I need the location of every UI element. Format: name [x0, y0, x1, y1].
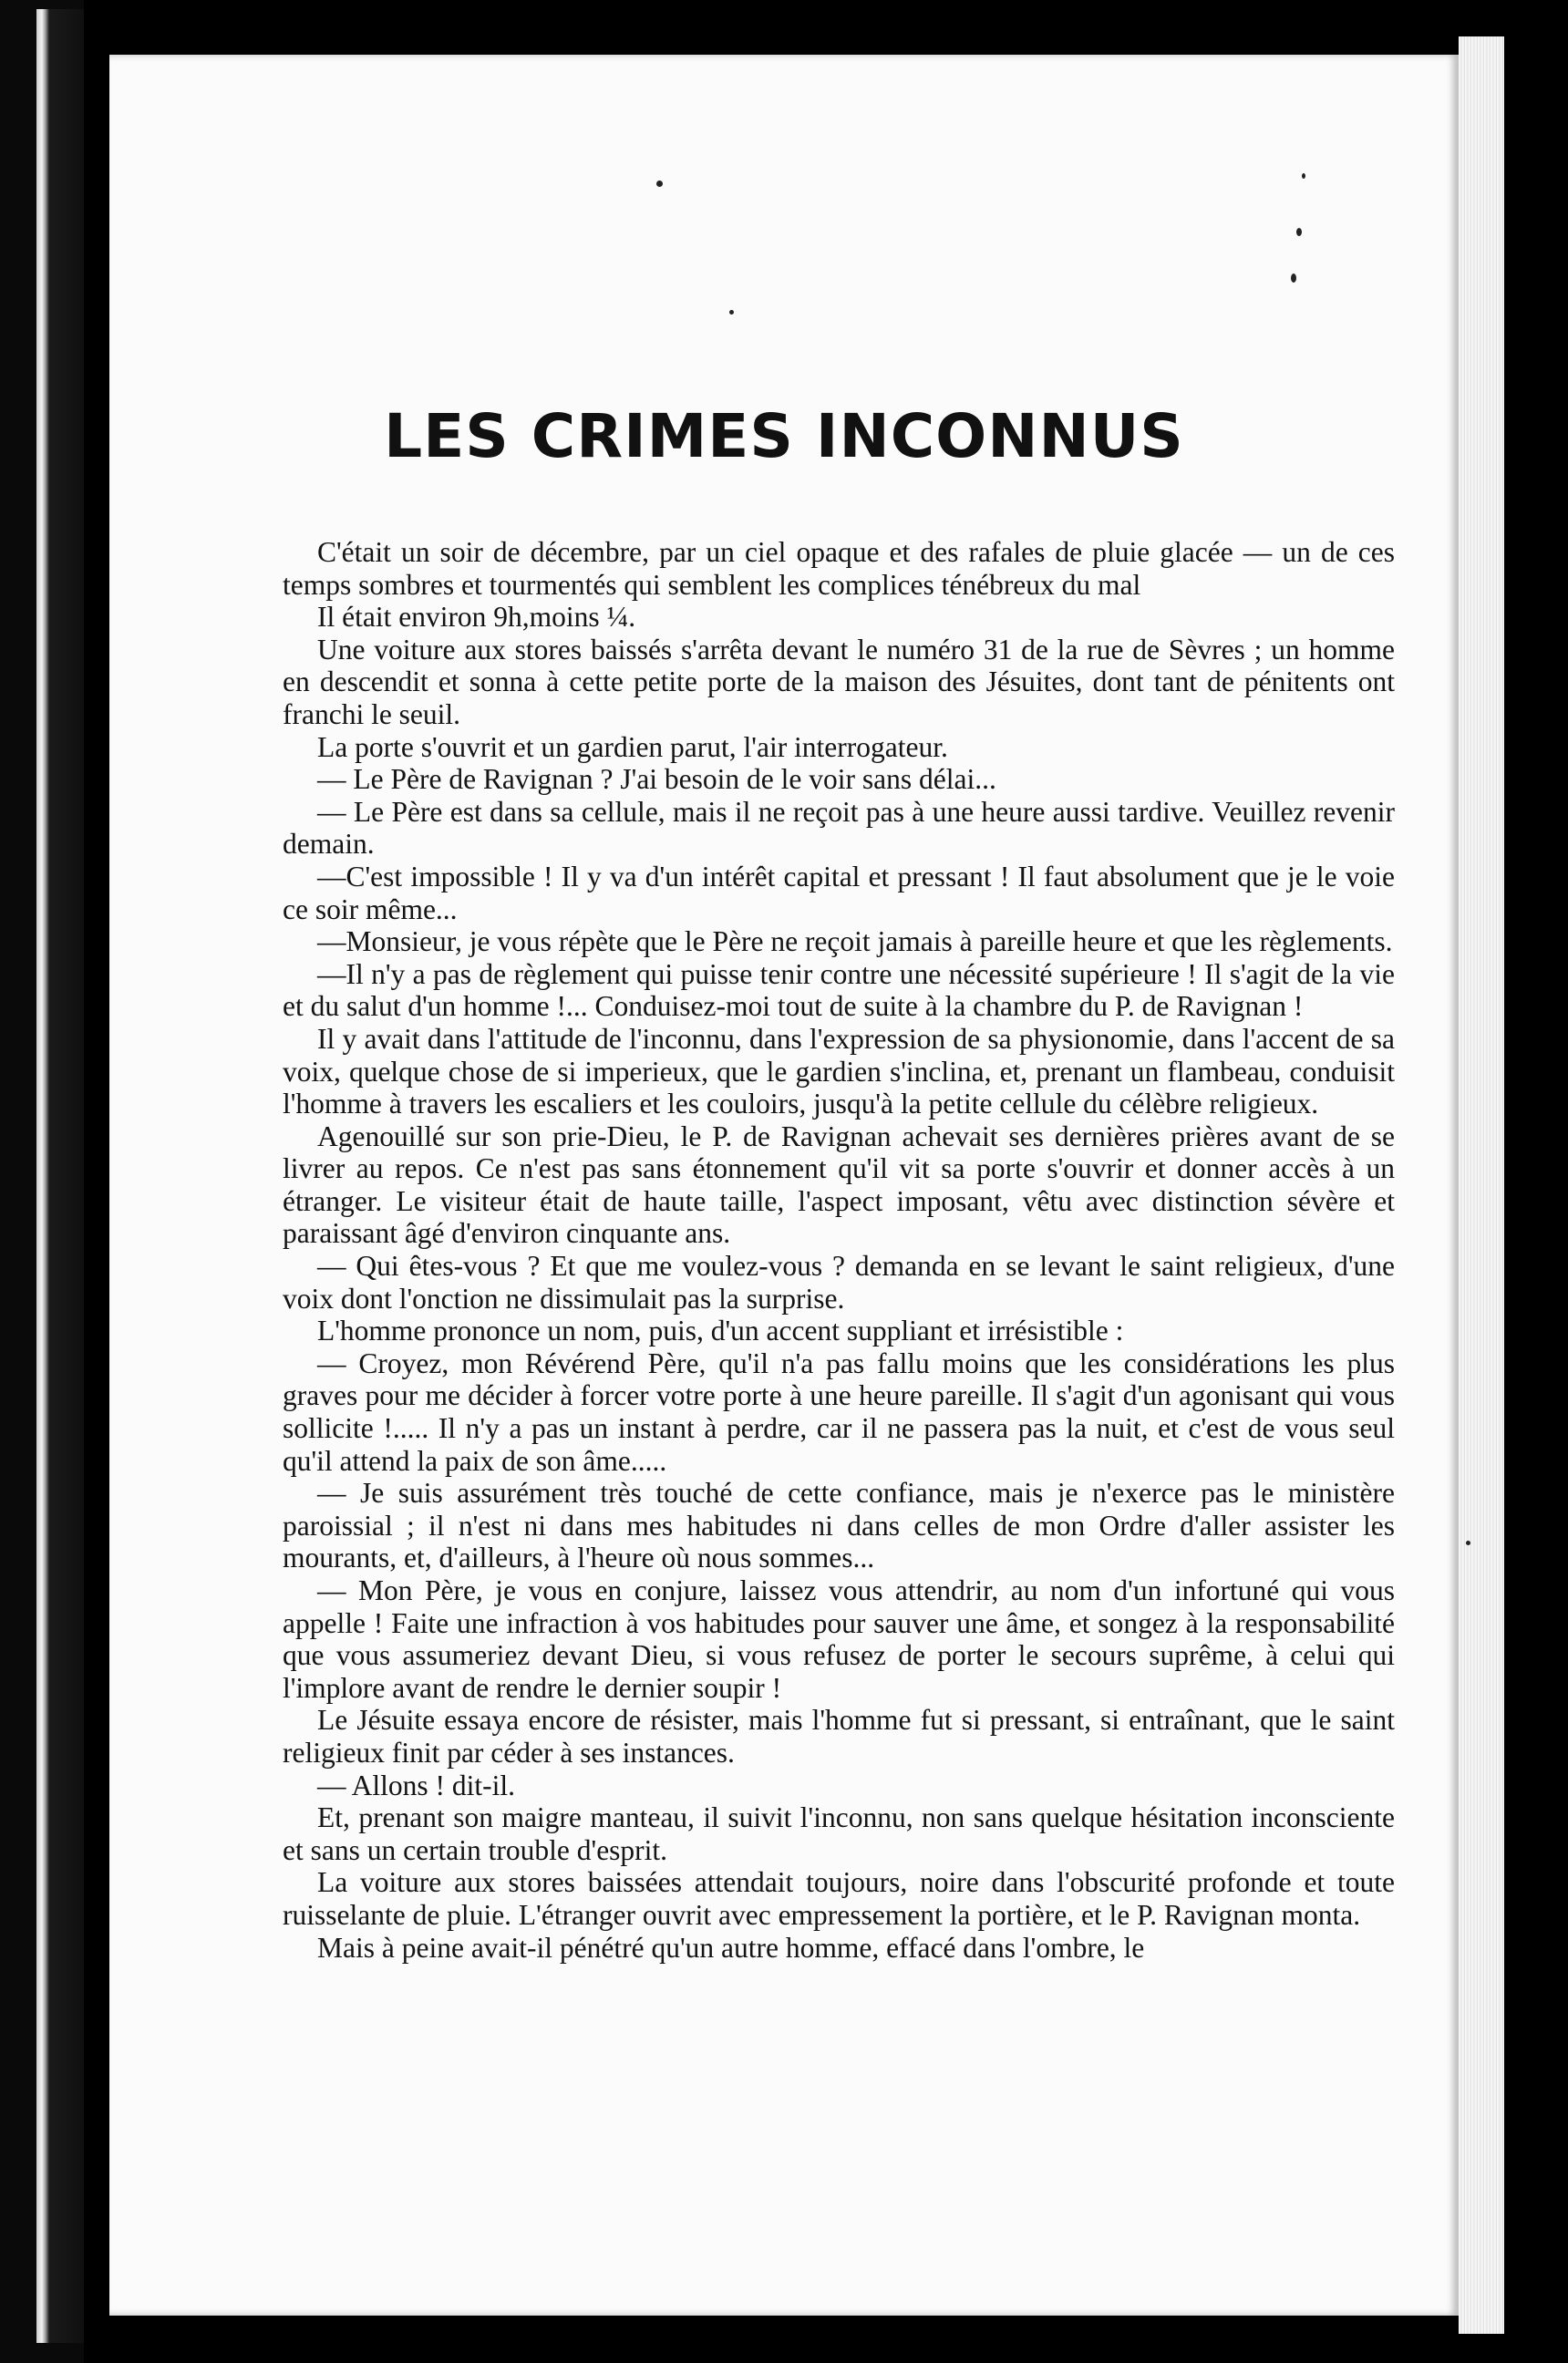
paragraph: — Je suis assurément très touché de cette confiance, mais je n'exerce pas le ministère paroissial ; il n'est ni dans mes habitudes ni dans celles de mon Ordre d'aller assister les mourants, et, d'ailleurs, à l'heure où nous sommes...	[283, 1477, 1395, 1574]
ink-speck	[1291, 273, 1296, 283]
left-page-edge	[36, 9, 84, 2343]
paragraph: C'était un soir de décembre, par un ciel opaque et des rafales de pluie glacée — un de ces temps sombres et tourmentés qui semblent les complices ténébreux du mal	[283, 536, 1395, 601]
book-page	[109, 55, 1459, 2316]
paragraph: Il était environ 9h,moins ¼.	[317, 601, 636, 634]
ink-speck	[729, 310, 734, 315]
paragraph: Le Jésuite essaya encore de résister, mais l'homme fut si pressant, si entraînant, que le saint religieux finit par céder à ses instances.	[283, 1704, 1395, 1769]
paragraph: —Monsieur, je vous répète que le Père ne reçoit jamais à pareille heure et que les règlements.	[317, 925, 1393, 958]
paragraph: Il y avait dans l'attitude de l'inconnu, dans l'expression de sa physionomie, dans l'accent de sa voix, quelque chose de si imperieux, que le gardien s'inclina, et, prenant un flambeau, conduisit l'homme à travers les escaliers et les couloirs, jusqu'à la petite cellule du célèbre religieux.	[283, 1022, 1395, 1120]
ink-speck	[1302, 173, 1305, 179]
paragraph: La voiture aux stores baissées attendait toujours, noire dans l'obscurité profonde et toute ruisselante de pluie. L'étranger ouvrit avec empressement la portière, et le P. Ravignan monta.	[283, 1866, 1395, 1931]
paragraph: L'homme prononce un nom, puis, d'un accent suppliant et irrésistible :	[317, 1315, 1124, 1347]
ink-speck	[1466, 1541, 1470, 1545]
paragraph: — Le Père de Ravignan ? J'ai besoin de le voir sans délai...	[317, 763, 996, 796]
ink-speck	[656, 181, 663, 187]
paragraph: Et, prenant son maigre manteau, il suivit l'inconnu, non sans quelque hésitation inconsciente et sans un certain trouble d'esprit.	[283, 1801, 1395, 1866]
paragraph: —C'est impossible ! Il y va d'un intérêt capital et pressant ! Il faut absolument que je le voie ce soir même...	[283, 860, 1395, 925]
paragraph: La porte s'ouvrit et un gardien parut, l'air interrogateur.	[317, 730, 948, 763]
ink-speck	[1296, 228, 1302, 236]
body-text	[283, 536, 1395, 1964]
paragraph: — Le Père est dans sa cellule, mais il ne reçoit pas à une heure aussi tardive. Veuillez revenir demain.	[283, 795, 1395, 861]
paragraph: — Mon Père, je vous en conjure, laissez vous attendrir, au nom d'un infortuné qui vous appelle ! Faite une infraction à vos habitudes pour sauver une âme, et songez à la responsabilité que vous assumeriez devant Dieu, si vous refusez de porter le secours suprême, à celui qui l'implore avant de rendre le dernier soupir !	[283, 1574, 1395, 1704]
paragraph: — Croyez, mon Révérend Père, qu'il n'a pas fallu moins que les considérations les plus graves pour me décider à forcer votre porte à une heure pareille. Il s'agit d'un agonisant qui vous sollicite !..... Il n'y a pas un instant à perdre, car il ne passera pas la nuit, et c'est de vous seul qu'il attend la paix de son âme.....	[283, 1347, 1395, 1477]
paragraph: Agenouillé sur son prie-Dieu, le P. de Ravignan achevait ses dernières prières avant de se livrer au repos. Ce n'est pas sans étonnement qu'il vit sa porte s'ouvrir et donner accès à un étranger. Le visiteur était de haute taille, l'aspect imposant, vêtu avec distinction sévère et paraissant âgé d'environ cinquante ans.	[283, 1120, 1395, 1250]
paragraph: — Allons ! dit-il.	[317, 1769, 516, 1801]
paragraph: Une voiture aux stores baissés s'arrêta devant le numéro 31 de la rue de Sèvres ; un homme en descendit et sonna à cette petite porte de la maison des Jésuites, dont tant de pénitents ont franchi le seuil.	[283, 633, 1395, 730]
paragraph: Mais à peine avait-il pénétré qu'un autre homme, effacé dans l'ombre, le	[317, 1931, 1145, 1964]
chapter-title: LES CRIMES INCONNUS	[384, 401, 1184, 471]
right-page-edges	[1459, 36, 1504, 2334]
paragraph: —Il n'y a pas de règlement qui puisse tenir contre une nécessité supérieure ! Il s'agit de la vie et du salut d'un homme !... Conduisez-moi tout de suite à la chambre du P. de Ravignan !	[283, 957, 1395, 1023]
paragraph: — Qui êtes-vous ? Et que me voulez-vous ? demanda en se levant le saint religieux, d'une voix dont l'onction ne dissimulait pas la surprise.	[283, 1250, 1395, 1315]
